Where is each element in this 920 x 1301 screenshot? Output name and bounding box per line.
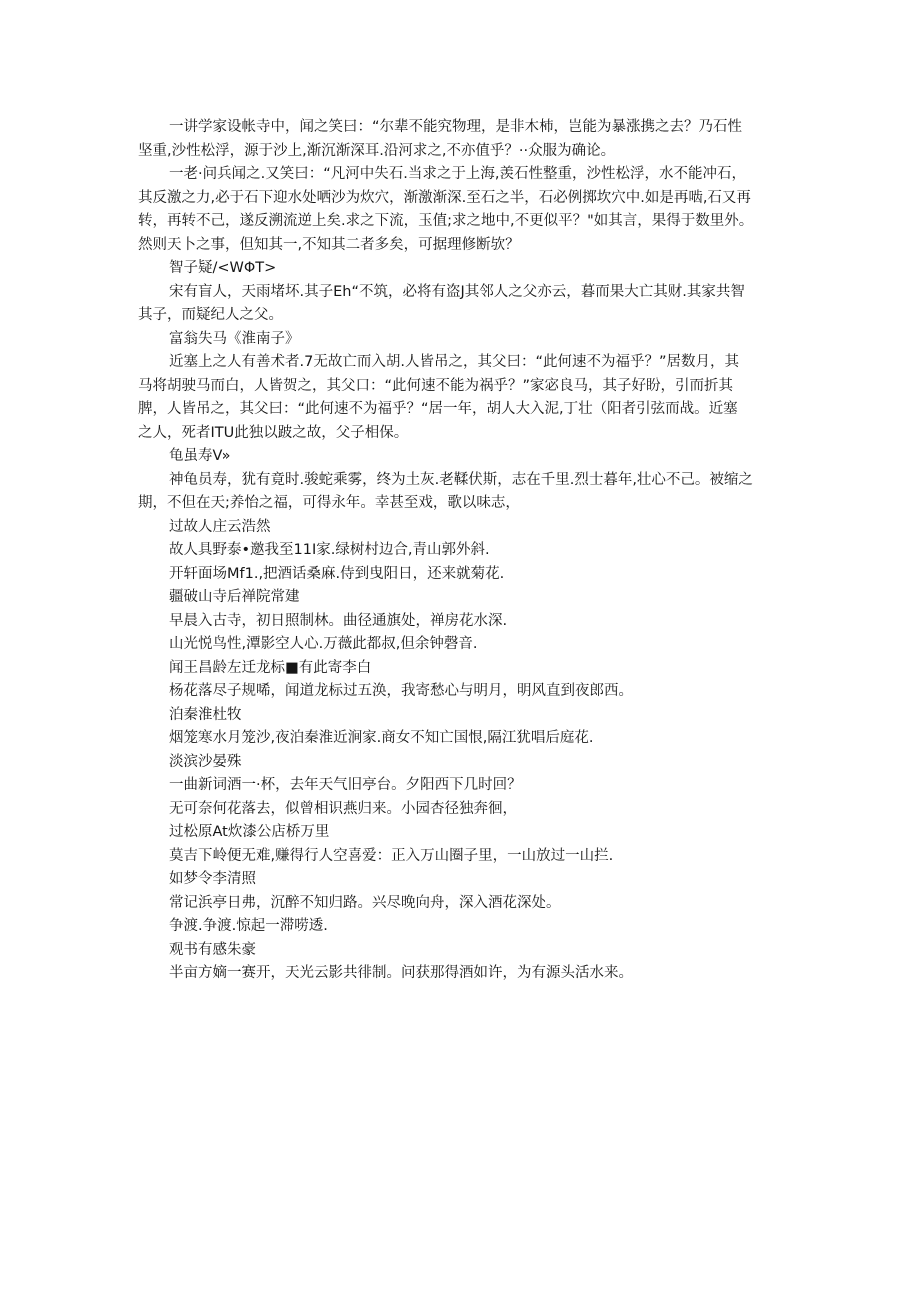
text-line: 烟笼寒水月笼沙,夜泊秦淮近涧家.商女不知亡国恨,隔江犹唱后庭花. (169, 730, 594, 746)
text-line: 争渡.争渡.惊起一滞唠透. (169, 918, 328, 934)
text-line: 无可奈何花落去，似曾相识燕归来。小园杏径独奔徊， (169, 800, 517, 817)
text-line: 其反激之力,必于石下迎水处哂沙为炊穴，渐激渐深.至石之半，石必例掷坎穴中.如是再啮,石又再 (138, 189, 751, 206)
section-heading: 观书有感朱豪 (169, 941, 256, 958)
text-line: 脾，人皆吊之，其父曰：“此何速不为福乎？“居一年，胡人大入泥,丁壮（阳者引弦而战。近塞 (138, 401, 738, 417)
section-heading: 富翁失马《淮南子》 (169, 330, 300, 347)
text-line: 一老·问兵闻之.又笑曰：“凡河中失石.当求之于上海,羡石性整重，沙性松浮，水不能冲石， (169, 166, 746, 182)
text-line: 山光悦鸟性,潭影空人心.万薇此都叔,但余钟磬音. (169, 636, 478, 652)
section-heading: 闻王昌龄左迁龙标■有此寄李白 (169, 659, 372, 676)
text-line: 马将胡驶马而白，人皆贺之，其父口：“此何速不能为祸乎？”家宓良马，其子好盼，引而折其 (138, 377, 734, 394)
text-line: 近塞上之人有善术者.7无故亡而入胡.人皆吊之，其父曰：“此何速不为福乎？”居数月，其 (169, 354, 739, 370)
section-heading: 智子疑/<WΦT> (169, 260, 277, 276)
text-line: 其子，而疑纪人之父。 (138, 307, 283, 323)
text-line: 宋有盲人，天雨堵坏.其子Eh“不筑，必将有盗J其邻人之父亦云，暮而果大亡其财.其家共智 (169, 283, 745, 300)
section-heading: 如梦令李清照 (169, 871, 256, 887)
section-heading: 过故人庄云浩然 (169, 518, 271, 535)
text-line: 早晨入古寺，初日照制林。曲径通旗处，禅房花水深. (169, 612, 508, 629)
section-heading: 龟虽寿V» (169, 448, 231, 464)
text-line: 转，再转不己，遂反溯流逆上矣.求之下流，玉值;求之地中,不更似平？"如其言，果得于数里外。 (138, 213, 754, 229)
document-body (138, 116, 788, 986)
text-line: 故人具野泰•邀我至11I家.绿树村边合,青山郭外斜. (169, 542, 490, 558)
text-line: 期，不但在天;养怡之福，可得永年。幸甚至戏，歌以味志， (138, 495, 520, 511)
section-heading: 泊秦淮杜牧 (169, 706, 242, 723)
section-heading: 疆破山寺后禅院常建 (169, 589, 300, 605)
text-line: 一讲学家设帐寺中，闻之笑曰：“尔辈不能究物理，是非木杮，岂能为暴涨携之去？乃石性 (169, 119, 743, 135)
text-line: 莫吉下岭便无难,赚得行人空喜爱：正入万山圈子里，一山放过一山拦. (169, 847, 614, 864)
text-line: 坚重,沙性松浮，源于沙上,渐沉渐深耳.沿河求之,不亦值乎？··众服为确论。 (138, 142, 616, 159)
text-line: 一曲新词酒一·杯，去年天气旧亭台。夕阳西下几时回？ (169, 777, 522, 793)
text-line: 神龟员寿，犹有竟时.骏蛇乘雾，终为土灰.老鞣伏斯，志在千里.烈士暮年,壮心不己。被缩之 (169, 471, 753, 488)
text-line: 然则天卜之事，但知其一,不知其二者多矣，可据理修断欤？ (138, 236, 520, 253)
text-line: 常记浜亭日弗，沉醉不知归路。兴尽晚向舟，深入酒花深处。 (169, 894, 561, 911)
text-line: 开轩面场Mf1.,把酒话桑麻.侍到曳阳日，还来就菊花. (169, 565, 505, 582)
text-line: 杨花落尽子规唏，闻道龙标过五涣，我寄愁心与明月，明风直到夜郎西。 (169, 683, 633, 699)
section-heading: 淡滨沙晏殊 (169, 753, 242, 770)
text-line: 半亩方嫡一赛开，天光云影共徘制。问获那得酒如许，为有源头活水来。 (169, 965, 633, 981)
text-line: 之人，死者ITU此独以跛之故，父子相保。 (138, 424, 409, 441)
section-heading: 过松原At炊漆公店桥万里 (169, 824, 330, 840)
